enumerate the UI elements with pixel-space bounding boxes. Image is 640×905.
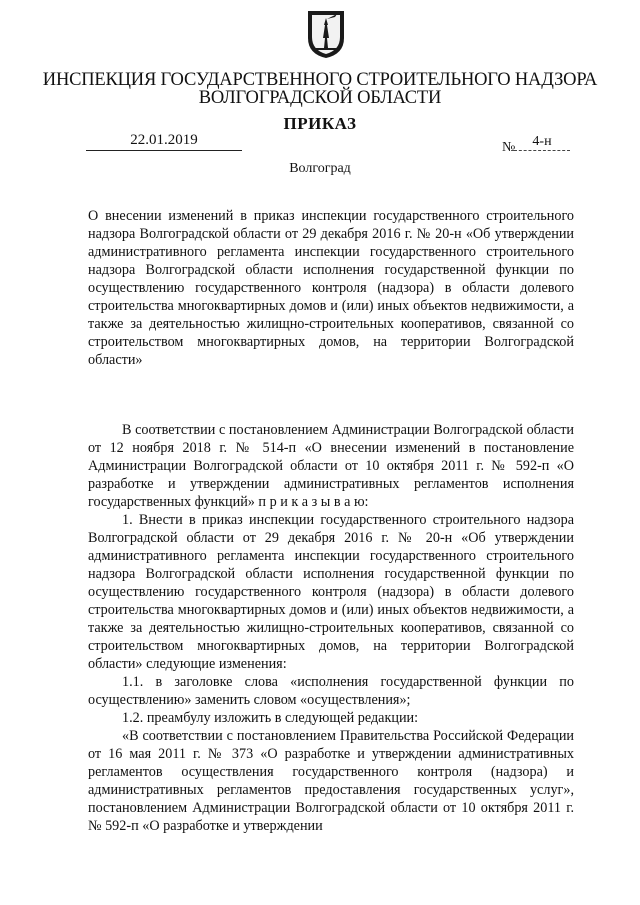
organization-name-line1: ИНСПЕКЦИЯ ГОСУДАРСТВЕННОГО СТРОИТЕЛЬНОГО НАДЗОРА xyxy=(42,70,598,90)
quoted-preamble-paragraph: «В соответствии с постановлением Правительства Российской Федерации от 16 мая 2011 г. № 373 «О разработке и утверждении административных регламентов осуществления государственного контроля (надзора) и административных регламентов предоставления государственных услуг», постановлением Администрации Волгоградской области от 10 октября 2011 г. № 592-п «О разработке и утверждении xyxy=(88,728,574,834)
preamble-paragraph: В соответствии с постановлением Администрации Волгоградской области от 12 ноября 2018 г. № 514-п «О внесении изменений в постановление Администрации Волгоградской области от 10 октября 2011 г. № 592-п «О разработке и утверждении административных регламентов исполнения государственных функций» п р и к а з ы в а ю: xyxy=(88,422,574,510)
coat-of-arms-icon xyxy=(305,8,347,60)
item-1-1-paragraph: 1.1. в заголовке слова «исполнения государственной функции по осуществлению» заменить словом «осуществления»; xyxy=(88,674,574,708)
item-1-2-paragraph: 1.2. преамбулу изложить в следующей редакции: xyxy=(122,710,419,726)
order-number-label: № xyxy=(502,140,516,155)
order-subject xyxy=(88,207,574,369)
document-type-title: ПРИКАЗ xyxy=(283,114,357,133)
organization-name-line2: ВОЛГОГРАДСКОЙ ОБЛАСТИ xyxy=(198,88,442,108)
subject-text: О внесении изменений в приказ инспекции государственного строительного надзора Волгоградской области от 29 декабря 2016 г. № 20-н «Об утверждении административного регламента инспекции государственного строительного надзора Волгоградской области исполнения государственной функции по осуществлению государственного контроля (надзора) в области долевого строительства многоквартирных домов и (или) иных объектов недвижимости, а также за деятельностью жилищно-строительных кооперативов, связанной со строительством многоквартирных домов, на территории Волгоградской области» xyxy=(88,208,574,368)
item-1-paragraph: 1. Внести в приказ инспекции государственного строительного надзора Волгоградской области от 29 декабря 2016 г. № 20-н «Об утверждении административного регламента инспекции государственного строительного надзора Волгоградской области исполнения государственной функции по осуществлению государственного контроля (надзора) в области долевого строительства многоквартирных домов и (или) иных объектов недвижимости, а также за деятельностью жилищно-строительных кооперативов, связанной со строительством многоквартирных домов, на территории Волгоградской области» следующие изменения: xyxy=(88,512,574,672)
order-number: 4-н xyxy=(514,134,570,151)
order-body xyxy=(88,421,574,835)
order-date: 22.01.2019 xyxy=(86,132,242,151)
city-name: Волгоград xyxy=(289,161,351,176)
